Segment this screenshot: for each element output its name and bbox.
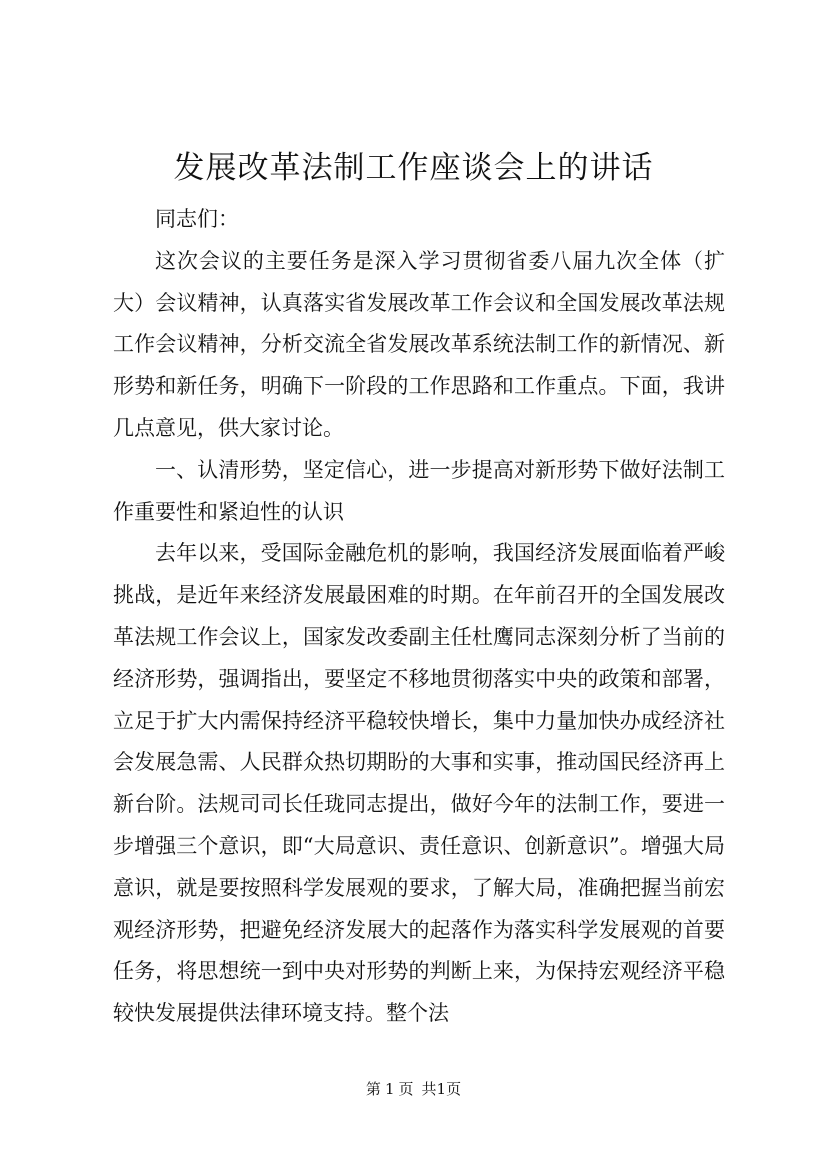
paragraph-body-1: 去年以来，受国际金融危机的影响，我国经济发展面临着严峻挑战，是近年来经济发展最困难的时期。在年前召开的全国发展改革法规工作会议上，国家发改委副主任杜鹰同志深刻分析了当前的经济形势，强调指出，要坚定不移地贯彻落实中央的政策和部署，立足于扩大内需保持经济平稳较快增长，集中力量加快办成经济社会发展急需、人民群众热切期盼的大事和实事，推动国民经济再上新台阶。法规司司长任珑同志提出，做好今年的法制工作，要进一步增强三个意识，即“大局意识、责任意识、创新意识”。增强大局意识，就是要按照科学发展观的要求，了解大局，准确把握当前宏观经济形势，把避免经济发展大的起落作为落实科学发展观的首要任务，将思想统一到中央对形势的判断上来，为保持宏观经济平稳较快发展提供法律环境支持。整个法 bbox=[113, 541, 725, 1026]
page-footer bbox=[0, 1079, 827, 1099]
paragraph-intro: 这次会议的主要任务是深入学习贯彻省委八届九次全体（扩大）会议精神，认真落实省发展改革工作会议和全国发展改革法规工作会议精神，分析交流全省发展改革系统法制工作的新情况、新形势和新任务，明确下一阶段的工作思路和工作重点。下面，我讲几点意见，供大家讨论。 bbox=[113, 248, 725, 440]
section-heading-1: 一、认清形势，坚定信心，进一步提高对新形势下做好法制工作重要性和紧迫性的认识 bbox=[113, 457, 725, 524]
total-label-prefix: 共 bbox=[421, 1080, 437, 1098]
total-label-suffix: 页 bbox=[446, 1080, 462, 1098]
salutation: 同志们： bbox=[155, 207, 239, 231]
document-body bbox=[113, 199, 725, 1035]
page-label-suffix: 页 bbox=[398, 1080, 414, 1098]
page-label-prefix: 第 bbox=[365, 1080, 381, 1098]
total-pages-number: 1 bbox=[436, 1080, 447, 1098]
document-title: 发展改革法制工作座谈会上的讲话 bbox=[173, 150, 654, 186]
current-page-number: 1 bbox=[384, 1080, 395, 1098]
